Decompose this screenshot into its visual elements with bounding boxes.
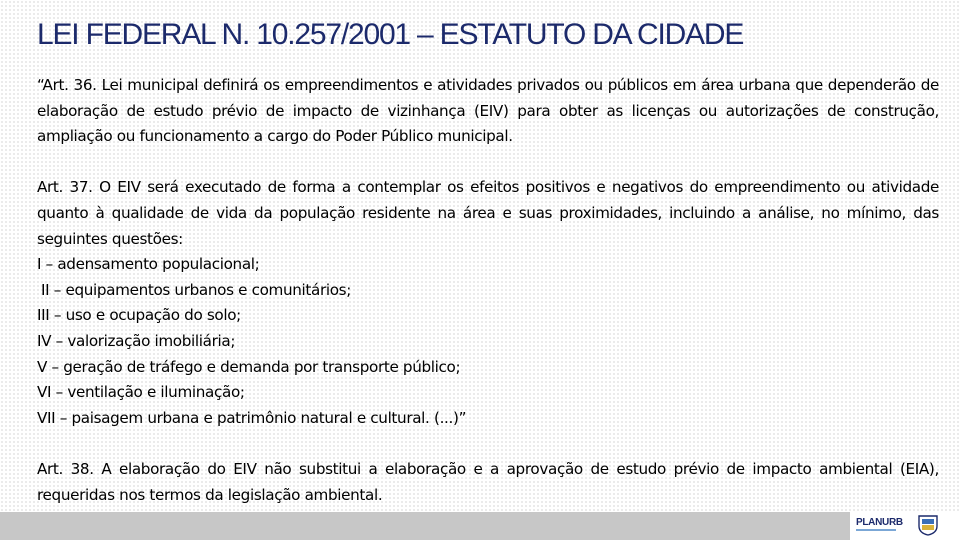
art38-paragraph: Art. 38. A elaboração do EIV não substitui a elaboração e a aprovação de estudo prévio de impacto ambiental (EIA), requeridas nos termos da legislação ambiental. [37, 459, 939, 504]
art37-item-2: II – equipamentos urbanos e comunitários; [41, 280, 351, 299]
art37-intro: Art. 37. O EIV será executado de forma a contemplar os efeitos positivos e negativos do empreendimento ou atividade quanto à qualidade de vida da população residente na área e suas proximidades, incluindo a análise, no mínimo, das seguintes questões: [37, 178, 939, 248]
spacer [37, 431, 939, 457]
slide-content [37, 73, 939, 508]
art37-item-3: III – uso e ocupação do solo; [37, 306, 241, 325]
art37-item-4: IV – valorização imobiliária; [37, 331, 236, 350]
city-crest-icon [916, 514, 940, 536]
art37-item-7: VII – paisagem urbana e patrimônio natural e cultural. (...)” [37, 408, 467, 427]
spacer [37, 150, 939, 176]
art37-item-1: I – adensamento populacional; [37, 255, 260, 274]
slide-title: LEI FEDERAL N. 10.257/2001 – ESTATUTO DA CIDADE [37, 18, 744, 51]
planurb-logo: PLANURB [856, 517, 903, 528]
footer-bar [0, 512, 960, 540]
art36-paragraph: “Art. 36. Lei municipal definirá os empreendimentos e atividades privados ou públicos em área urbana que dependerão de elaboração de estudo prévio de impacto de vizinhança (EIV) para obter as licenças ou autorizações de construção, ampliação ou funcionamento a cargo do Poder Público municipal. [37, 76, 939, 146]
art37-block [37, 175, 939, 431]
footer-logos [850, 512, 960, 540]
art37-item-5: V – geração de tráfego e demanda por transporte público; [37, 357, 461, 376]
planurb-logo-underline [856, 529, 896, 531]
art37-item-6: VI – ventilação e iluminação; [37, 383, 245, 402]
